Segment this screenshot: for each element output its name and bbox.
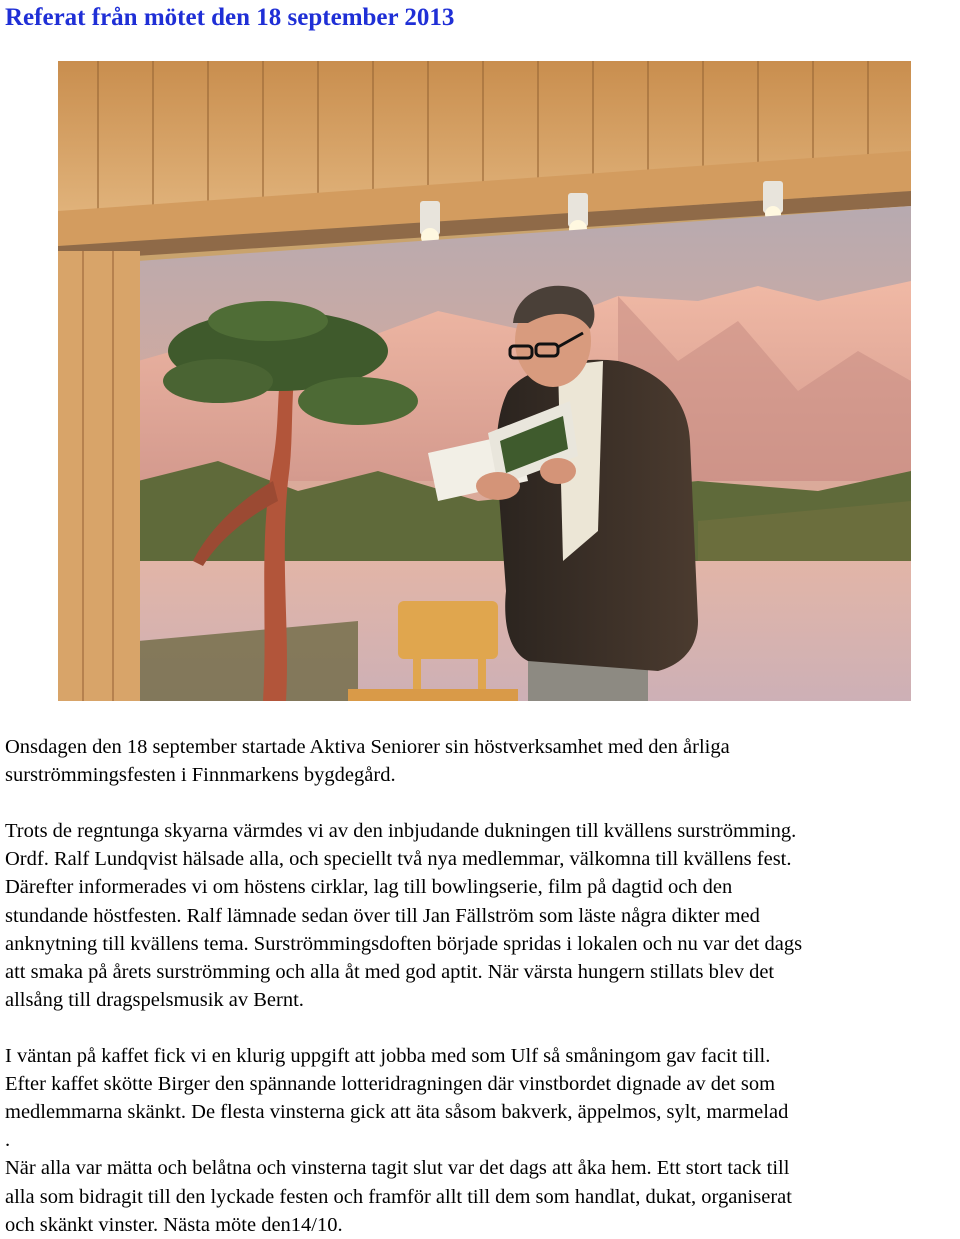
text-line: alla som bidragit till den lyckade festen och framför allt till dem som handlat, dukat, organiserat: [5, 1185, 792, 1208]
text-line: I väntan på kaffet fick vi en klurig uppgift att jobba med som Ulf så småningom gav facit till.: [5, 1045, 771, 1068]
text-line: Ordf. Ralf Lundqvist hälsade alla, och speciellt två nya medlemmar, välkomna till kvällens fest.: [5, 848, 792, 871]
article-body: [5, 733, 960, 1239]
paragraph-evening: [5, 817, 960, 1014]
text-line: Onsdagen den 18 september startade Aktiva Seniorer sin höstverksamhet med den årliga: [5, 736, 730, 758]
text-line: Trots de regntunga skyarna värmdes vi av den inbjudande dukningen till kvällens surströmming.: [5, 820, 797, 843]
photo-man-reading-icon: [58, 61, 911, 701]
text-line: surströmmingsfesten i Finnmarkens bygdegård.: [5, 764, 396, 787]
paragraph-coffee: [5, 1042, 960, 1239]
text-line: När alla var mätta och belåtna och vinsterna tagit slut var det dags att åka hem. Ett stort tack till: [5, 1157, 790, 1180]
paragraph-gap: [5, 789, 960, 817]
page-title: Referat från mötet den 18 september 2013: [5, 4, 455, 31]
text-line: att smaka på årets surströmming och alla åt med god aptit. När värsta hungern stillats blev det: [5, 960, 775, 983]
text-line: allsång till dragspelsmusik av Bernt.: [5, 988, 304, 1011]
text-line: och skänkt vinster. Nästa möte den14/10.: [5, 1213, 343, 1236]
event-photo: [58, 61, 911, 701]
paragraph-intro: [5, 733, 960, 789]
text-line: medlemmarna skänkt. De flesta vinsterna gick att äta såsom bakverk, äppelmos, sylt, marmelad: [5, 1101, 789, 1124]
text-line: Därefter informerades vi om höstens cirklar, lag till bowlingserie, film på dagtid och den: [5, 876, 733, 899]
text-line: Efter kaffet skötte Birger den spännande lotteridragningen där vinstbordet dignade av det som: [5, 1073, 776, 1096]
paragraph-gap: [5, 1014, 960, 1042]
text-line: anknytning till kvällens tema. Surströmmingsdoften började spridas i lokalen och nu var det dags: [5, 932, 803, 955]
text-line: stundande höstfesten. Ralf lämnade sedan över till Jan Fällström som läste några dikter med: [5, 904, 760, 927]
text-line: .: [5, 1129, 11, 1152]
